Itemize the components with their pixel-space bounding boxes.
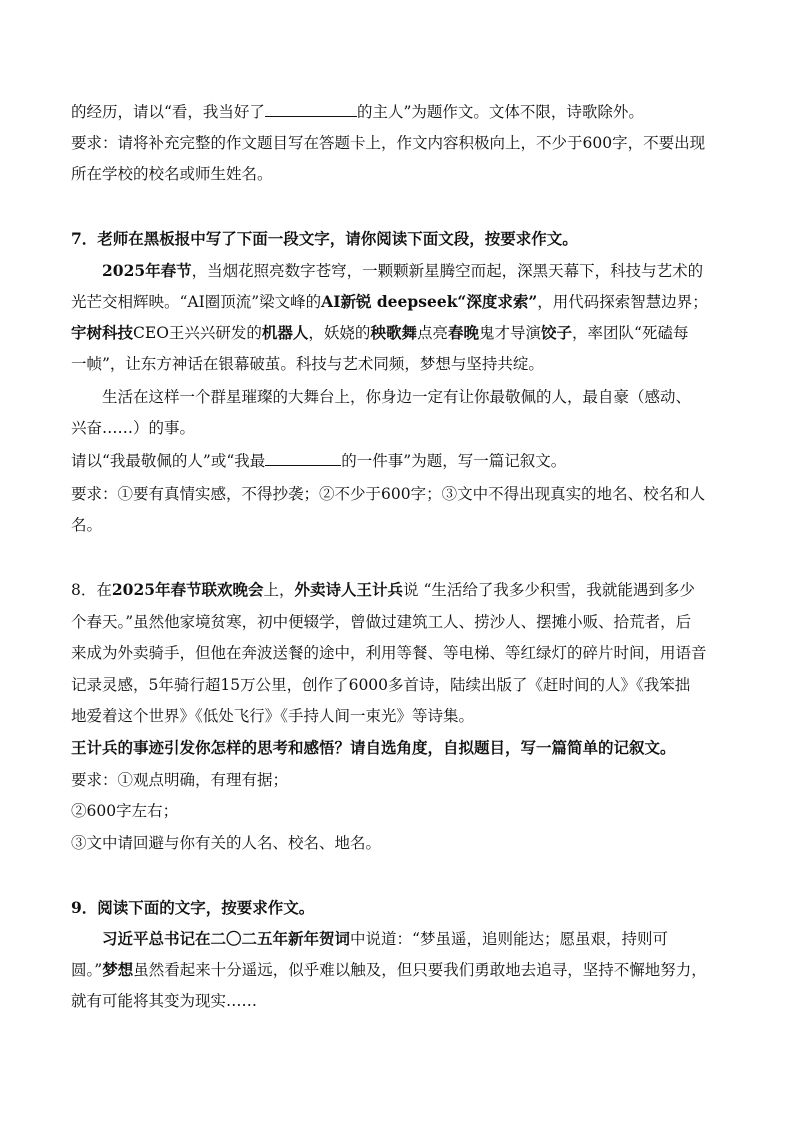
bold-text: 春晚	[447, 323, 479, 342]
q7-paragraph-line: 生活在这样一个群星璀璨的大舞台上，你身边一定有让你最敬佩的人，最自豪（感动、	[102, 388, 692, 406]
q8-line	[71, 580, 727, 600]
bold-text: 外卖诗人王计兵	[294, 580, 404, 599]
q7-requirement: 名。	[71, 516, 103, 534]
bold-text: AI新锐 deepseek“深度求索”	[321, 292, 538, 311]
q9-line: 就有可能将其变为现实……	[71, 992, 258, 1010]
q8-requirement: ③文中请回避与你有关的人名、校名、地名。	[71, 834, 382, 852]
q9-line	[102, 929, 727, 949]
bold-text: 2025年春节	[102, 261, 192, 280]
text: 请以“我最敬佩的人”或“我最	[71, 452, 266, 470]
text: 光芒交相辉映。“AI圈顶流”梁文峰的	[71, 293, 322, 311]
q6-requirement: 要求：请将补充完整的作文题目写在答题卡上，作文内容积极向上，不少于600字，不要出现	[71, 134, 706, 152]
fill-in-blank	[265, 451, 341, 466]
q9-line	[71, 960, 727, 980]
text: ，用代码探索智慧边界；	[537, 293, 708, 311]
text: 8．在	[71, 581, 112, 599]
q8-bold-prompt: 王计兵的事迹引发你怎样的思考和感悟？请自选角度，自拟题目，写一篇简单的记叙文。	[71, 738, 676, 757]
text: 虽然看起来十分遥远，似乎难以触及，但只要我们勇敢地去追寻，坚持不懈地努力，	[133, 961, 707, 979]
q8-line: 来成为外卖骑手，但他在奔波送餐的途中，利用等餐、等电梯、等红绿灯的碎片时间，用语音	[71, 644, 707, 662]
q8-requirement: 要求：①观点明确，有理有据；	[71, 771, 289, 789]
text: 圆。”	[71, 961, 103, 979]
text: 点亮	[416, 324, 448, 342]
q7-prompt	[71, 451, 727, 471]
q9-heading: 9．阅读下面的文字，按要求作文。	[71, 898, 315, 917]
q7-paragraph-line: 一帧”，让东方神话在银幕破茧。科技与艺术同频，梦想与坚持共绽。	[71, 355, 544, 373]
text: CEO王兴兴研发的	[133, 324, 262, 342]
q6-text: 的经历，请以“看，我当好了	[71, 103, 265, 121]
q8-line: 记录灵感，5年骑行超15万公里，创作了6000多首诗，陆续出版了《赶时间的人》《我笨拙	[71, 676, 691, 694]
bold-text: 饺子	[541, 323, 573, 342]
q7-requirement: 要求：①要有真情实感，不得抄袭；②不少于600字；③文中不得出现真实的地名、校名和人	[71, 485, 706, 503]
q6-line-1	[71, 102, 727, 122]
q8-line: 个春天。”虽然他家境贫寒，初中便辍学，曾做过建筑工人、捞沙人、摆摊小贩、拾荒者，后	[71, 613, 692, 631]
text: ，当烟花照亮数字苍穹，一颗颗新星腾空而起，深黑天幕下，科技与艺术的	[191, 262, 704, 280]
text: ，率团队“死磕每	[572, 324, 689, 342]
fill-in-blank	[265, 102, 357, 117]
bold-text: 2025年春节联欢晚会	[111, 580, 264, 599]
text: 上，	[263, 581, 295, 599]
bold-text: 机器人	[261, 323, 309, 342]
text: 鬼才导演	[478, 324, 541, 342]
q7-paragraph-line	[102, 261, 727, 281]
q7-paragraph-line	[71, 292, 727, 312]
bold-text: 梦想	[102, 960, 134, 979]
q6-text: 的主人”为题作文。文体不限，诗歌除外。	[356, 103, 644, 121]
text: 说 “生活给了我多少积雪，我就能遇到多少	[403, 581, 695, 599]
q7-heading: 7．老师在黑板报中写了下面一段文字，请你阅读下面文段，按要求作文。	[71, 229, 578, 248]
text: 中说道：“梦虽遥，追则能达；愿虽艰，持则可	[350, 930, 668, 948]
q8-requirement: ②600字左右；	[71, 802, 179, 820]
bold-text: 宇树科技	[71, 323, 134, 342]
q6-requirement: 所在学校的校名或师生姓名。	[71, 165, 273, 183]
text: 的一件事”为题，写一篇记叙文。	[341, 452, 567, 470]
text: ，妖娆的	[308, 324, 371, 342]
q7-paragraph-line	[71, 323, 727, 343]
q7-paragraph-line: 兴奋……）的事。	[71, 419, 196, 437]
bold-text: 习近平总书记在二〇二五年新年贺词	[102, 929, 351, 948]
bold-text: 秧歌舞	[370, 323, 417, 342]
q8-line: 地爱着这个世界》《低处飞行》《手持人间一束光》等诗集。	[71, 707, 475, 725]
